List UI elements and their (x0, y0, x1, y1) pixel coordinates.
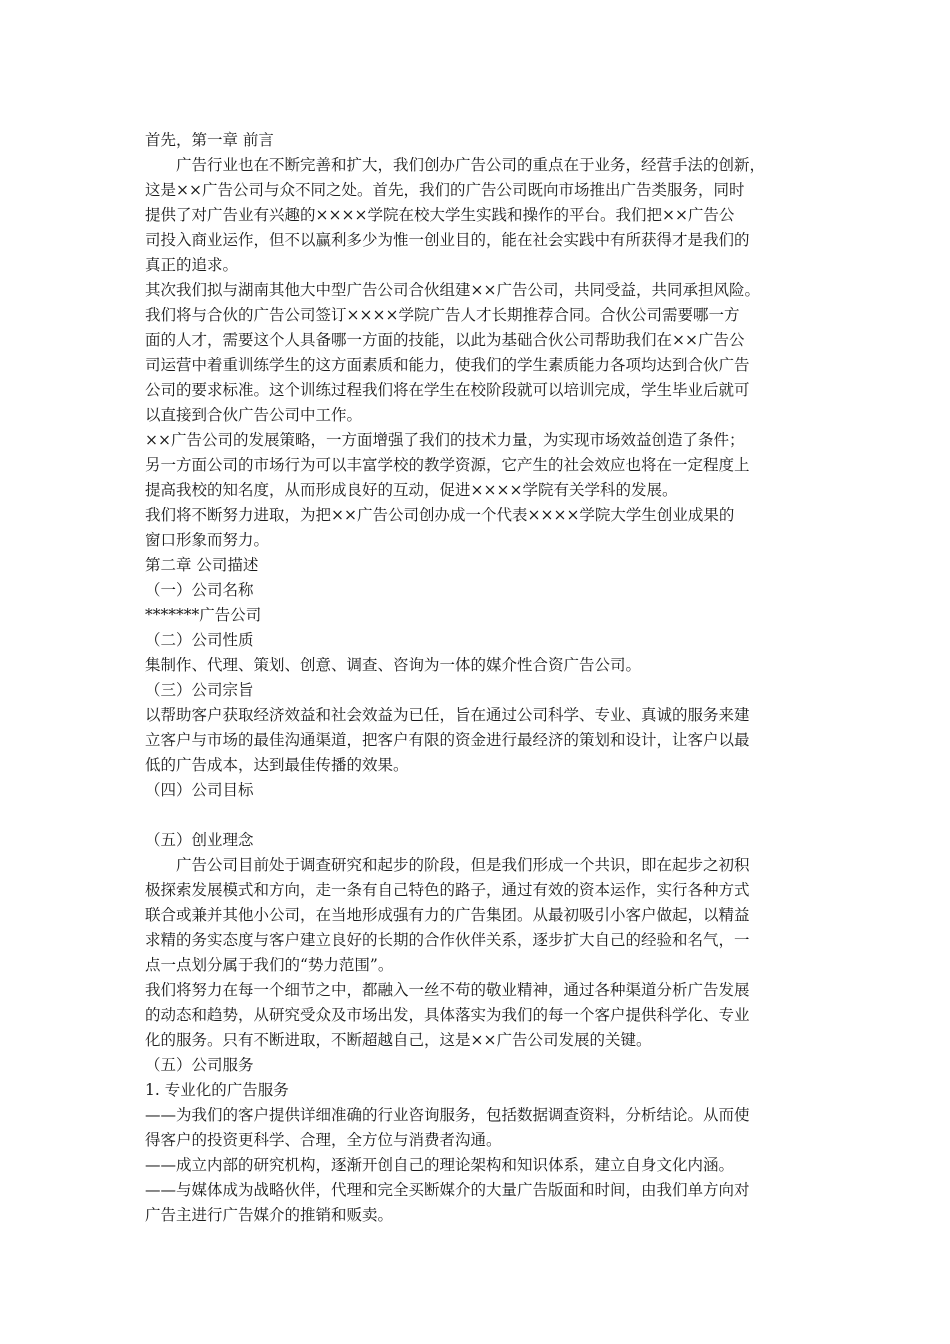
text-line: 我们将不断努力进取，为把××广告公司创办成一个代表××××学院大学生创业成果的 (145, 506, 735, 524)
text-line: 点一点划分属于我们的“势力范围”。 (145, 956, 394, 974)
text-line: 低的广告成本，达到最佳传播的效果。 (145, 756, 409, 774)
text-line: （四）公司目标 (145, 781, 254, 799)
text-line: ××广告公司的发展策略，一方面增强了我们的技术力量，为实现市场效益创造了条件； (145, 431, 745, 449)
text-line: 得客户的投资更科学、合理，全方位与消费者沟通。 (145, 1131, 502, 1149)
text-line: 公司的要求标准。这个训练过程我们将在学生在校阶段就可以培训完成，学生毕业后就可 (145, 381, 750, 399)
text-line: 求精的务实态度与客户建立良好的长期的合作伙伴关系，逐步扩大自己的经验和名气，一 (145, 931, 750, 949)
text-line: ——与媒体成为战略伙伴，代理和完全买断媒介的大量广告版面和时间，由我们单方向对 (145, 1181, 750, 1199)
text-line: 广告主进行广告媒介的推销和贩卖。 (145, 1206, 394, 1224)
text-line: 立客户与市场的最佳沟通渠道，把客户有限的资金进行最经济的策划和设计，让客户以最 (145, 731, 750, 749)
text-line: 另一方面公司的市场行为可以丰富学校的教学资源，它产生的社会效应也将在一定程度上 (145, 456, 750, 474)
text-line: 广告行业也在不断完善和扩大，我们创办广告公司的重点在于业务，经营手法的创新， (176, 156, 766, 174)
text-line: 窗口形象而努力。 (145, 531, 270, 549)
text-line: 联合或兼并其他小公司，在当地形成强有力的广告集团。从最初吸引小客户做起，以精益 (145, 906, 750, 924)
text-line: 我们将与合伙的广告公司签订××××学院广告人才长期推荐合同。合伙公司需要哪一方 (145, 306, 740, 324)
text-line: 首先，第一章 前言 (145, 131, 274, 149)
text-line: *******广告公司 (145, 606, 262, 624)
text-line: 以帮助客户获取经济效益和社会效益为已任，旨在通过公司科学、专业、真诚的服务来建 (145, 706, 750, 724)
text-line: 司投入商业运作，但不以赢利多少为惟一创业目的，能在社会实践中有所获得才是我们的 (145, 231, 750, 249)
text-line: 真正的追求。 (145, 256, 239, 274)
text-line: 司运营中着重训练学生的这方面素质和能力，使我们的学生素质能力各项均达到合伙广告 (145, 356, 750, 374)
text-line: ——成立内部的研究机构，逐渐开创自己的理论架构和知识体系，建立自身文化内涵。 (145, 1156, 735, 1174)
text-line: （五）公司服务 (145, 1056, 254, 1074)
text-line: 以直接到合伙广告公司中工作。 (145, 406, 363, 424)
text-line: 我们将努力在每一个细节之中，都融入一丝不苟的敬业精神，通过各种渠道分析广告发展 (145, 981, 750, 999)
text-line: 这是××广告公司与众不同之处。首先，我们的广告公司既向市场推出广告类服务，同时 (145, 181, 745, 199)
text-line: 极探索发展模式和方向，走一条有自己特色的路子，通过有效的资本运作，实行各种方式 (145, 881, 750, 899)
text-line: 提高我校的知名度，从而形成良好的互动，促进××××学院有关学科的发展。 (145, 481, 678, 499)
text-line: 提供了对广告业有兴趣的××××学院在校大学生实践和操作的平台。我们把××广告公 (145, 206, 735, 224)
text-line: 集制作、代理、策划、创意、调查、咨询为一体的媒介性合资广告公司。 (145, 656, 642, 674)
text-line: 其次我们拟与湖南其他大中型广告公司合伙组建××广告公司，共同受益，共同承担风险。 (145, 281, 760, 299)
text-line: （五）创业理念 (145, 831, 254, 849)
text-line: 广告公司目前处于调查研究和起步的阶段，但是我们形成一个共识，即在起步之初积 (176, 856, 750, 874)
text-line: （三）公司宗旨 (145, 681, 254, 699)
text-line: ——为我们的客户提供详细准确的行业咨询服务，包括数据调查资料，分析结论。从而使 (145, 1106, 750, 1124)
text-line: （一）公司名称 (145, 581, 254, 599)
text-line: 第二章 公司描述 (145, 556, 259, 574)
text-line: 化的服务。只有不断进取，不断超越自己，这是××广告公司发展的关键。 (145, 1031, 652, 1049)
text-line: 面的人才，需要这个人具备哪一方面的技能，以此为基础合伙公司帮助我们在××广告公 (145, 331, 745, 349)
text-line: （二）公司性质 (145, 631, 254, 649)
document-body (145, 128, 810, 1228)
text-line (145, 803, 810, 828)
text-line: 的动态和趋势，从研究受众及市场出发，具体落实为我们的每一个客户提供科学化、专业 (145, 1006, 750, 1024)
text-line: 1. 专业化的广告服务 (145, 1081, 289, 1099)
